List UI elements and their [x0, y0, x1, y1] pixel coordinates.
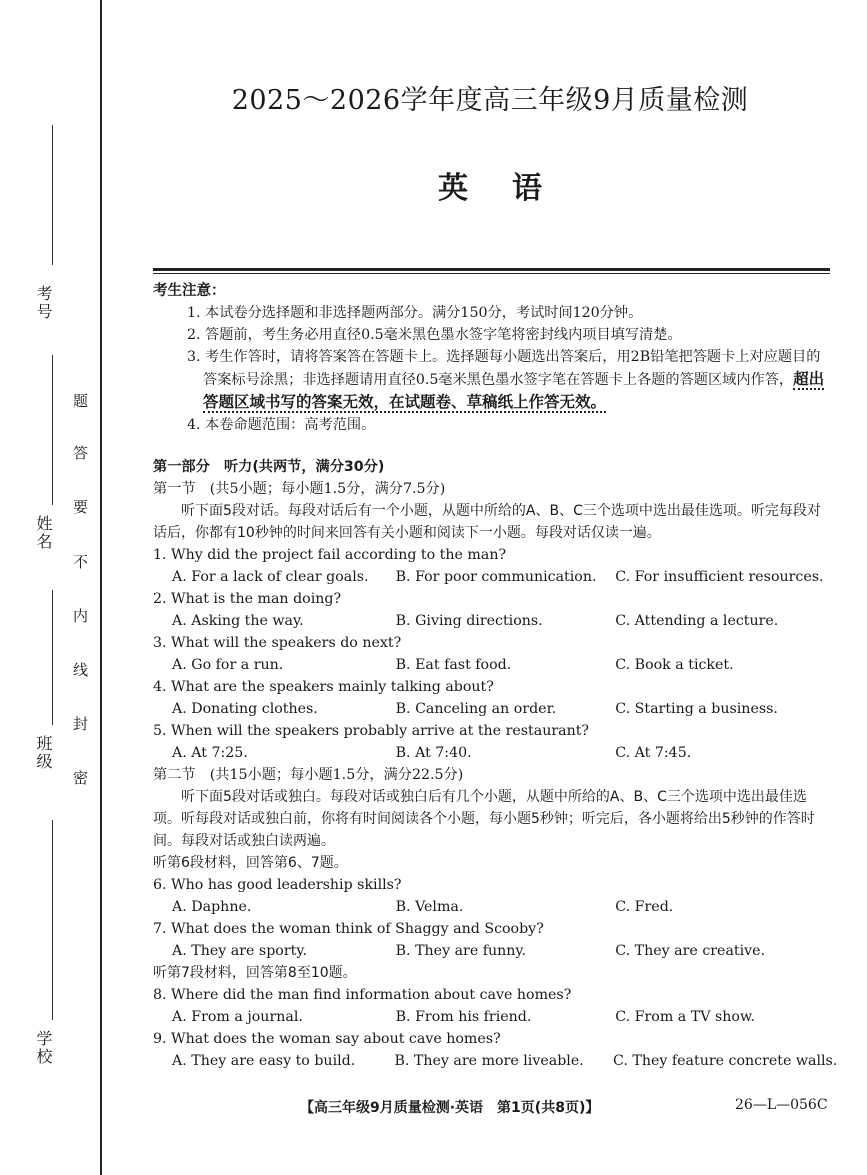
question-stem: 2. What is the man doing? [153, 591, 342, 607]
question-item [153, 632, 833, 676]
option-b: B. At 7:40. [395, 745, 472, 761]
option-c: C. At 7:45. [615, 745, 692, 761]
option-b: B. Canceling an order. [395, 701, 557, 717]
part1-title: 第一部分 听力(共两节，满分30分) [153, 459, 385, 475]
option-c: C. They are creative. [615, 943, 766, 959]
seal-char: 答 [73, 444, 89, 462]
class-underline [52, 590, 53, 725]
exam-title: 2025～2026学年度高三年级9月质量检测 [231, 85, 749, 116]
question-item [153, 1028, 838, 1072]
header-rule-thin [153, 273, 830, 274]
option-a: A. Daphne. [172, 899, 252, 915]
option-b: B. They are more liveable. [394, 1053, 584, 1069]
section1-title: 第一节 (共5小题；每小题1.5分，满分7.5分) [153, 481, 446, 497]
option-b: B. For poor communication. [395, 569, 597, 585]
class-label: 班级 [34, 735, 53, 771]
option-b: B. From his friend. [395, 1009, 532, 1025]
notice-list [153, 302, 833, 436]
seal-char: 题 [73, 392, 89, 410]
question-item [153, 676, 833, 720]
option-a: A. Go for a run. [172, 657, 284, 673]
option-a: A. From a journal. [172, 1009, 303, 1025]
name-underline [52, 355, 53, 505]
seal-char: 线 [73, 661, 89, 679]
option-a: A. For a lack of clear goals. [172, 569, 369, 585]
question-stem: 3. What will the speakers do next? [153, 635, 402, 651]
question-stem: 4. What are the speakers mainly talking about? [153, 679, 494, 695]
seal-char: 不 [73, 553, 89, 571]
question-stem: 8. Where did the man find information about cave homes? [153, 987, 572, 1003]
option-c: C. They feature concrete walls. [613, 1053, 838, 1069]
question-item [153, 874, 833, 918]
material-7-note: 听第7段材料，回答第8至10题。 [153, 965, 357, 981]
binding-margin-line [100, 0, 102, 1175]
notice-item: 2. 答题前，考生务必用直径0.5毫米黑色墨水签字笔将密封线内项目填写清楚。 [187, 327, 682, 343]
notice-item: 4. 本卷命题范围：高考范围。 [187, 417, 376, 433]
section1-instructions: 听下面5段对话。每段对话后有一个小题，从题中所给的A、B、C三个选项中选出最佳选项。听完每段对话后，你都有10秒钟的时间来回答有关小题和阅读下一小题。每段对话仅读一遍。 [153, 503, 821, 541]
question-item [153, 544, 833, 588]
question-item [153, 588, 833, 632]
option-b: B. Eat fast food. [395, 657, 512, 673]
notice-heading: 考生注意： [153, 283, 226, 299]
option-a: A. Donating clothes. [172, 701, 318, 717]
page-footer: 【高三年级9月质量检测·英语 第1页(共8页)】 [300, 1100, 600, 1116]
question-stem: 6. Who has good leadership skills? [153, 877, 402, 893]
seal-char: 密 [73, 769, 89, 787]
school-underline [52, 820, 53, 1020]
name-label: 姓名 [34, 515, 53, 551]
option-a: A. At 7:25. [172, 745, 248, 761]
question-item [153, 984, 833, 1028]
option-b: B. They are funny. [395, 943, 527, 959]
exam-no-label: 考号 [34, 285, 53, 321]
option-c: C. Book a ticket. [615, 657, 734, 673]
subject-title: 英语 [438, 171, 586, 206]
notice-item: 1. 本试卷分选择题和非选择题两部分。满分150分，考试时间120分钟。 [187, 305, 643, 321]
question-item [153, 720, 833, 764]
seal-char: 封 [73, 715, 89, 733]
option-a: A. They are sporty. [172, 943, 307, 959]
option-c: C. From a TV show. [615, 1009, 755, 1025]
exam-content [153, 280, 838, 1072]
option-c: C. Starting a business. [615, 701, 778, 717]
section2-title: 第二节 (共15小题；每小题1.5分，满分22.5分) [153, 767, 464, 783]
question-item [153, 918, 833, 962]
notice-item [187, 346, 833, 414]
header-rule [153, 268, 830, 271]
option-a: A. Asking the way. [172, 613, 304, 629]
section2-instructions: 听下面5段对话或独白。每段对话或独白后有几个小题，从题中所给的A、B、C三个选项中选出最佳选项。听每段对话或独白前，你将有时间阅读各个小题，每小题5秒钟；听完后，各小题将给出5秒钟的作答时间。每段对话或独白读两遍。 [153, 789, 815, 849]
seal-char: 要 [73, 498, 89, 516]
question-stem: 9. What does the woman say about cave homes? [153, 1031, 501, 1047]
school-label: 学校 [34, 1030, 53, 1066]
material-6-note: 听第6段材料，回答第6、7题。 [153, 855, 348, 871]
option-c: C. Fred. [615, 899, 674, 915]
option-a: A. They are easy to build. [172, 1053, 356, 1069]
notice-emphasis: 超出答题区域书写的答案无效，在试题卷、草稿纸上作答无效。 [203, 370, 825, 411]
question-stem: 5. When will the speakers probably arrive at the restaurant? [153, 723, 590, 739]
seal-char: 内 [73, 607, 89, 625]
paper-code: 26—L—056C [735, 1097, 828, 1113]
exam-no-underline [52, 125, 53, 265]
option-c: C. For insufficient resources. [615, 569, 824, 585]
option-c: C. Attending a lecture. [615, 613, 779, 629]
option-b: B. Velma. [395, 899, 464, 915]
question-stem: 7. What does the woman think of Shaggy and Scooby? [153, 921, 544, 937]
notice-item-text: 3. 考生作答时，请将答案答在答题卡上。选择题每小题选出答案后，用2B铅笔把答题卡上对应题目的答案标号涂黑；非选择题请用直径0.5毫米黑色墨水签字笔在答题卡上各题的答题区域内作答， [187, 349, 821, 388]
question-stem: 1. Why did the project fail according to the man? [153, 547, 507, 563]
option-b: B. Giving directions. [395, 613, 543, 629]
